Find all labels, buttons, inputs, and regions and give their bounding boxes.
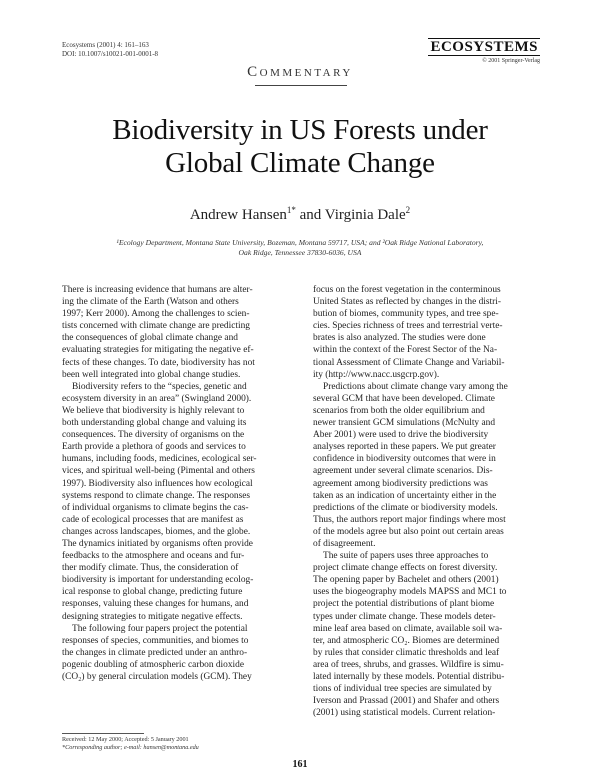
affiliation-line: Oak Ridge, Tennessee 37830-6036, USA [238,248,362,257]
body-text-line: analyses reported in these papers. We put greater [313,442,496,453]
body-text-line: (CO₂) by general circulation models (GCM). They [62,672,252,682]
body-text-line: types under climate change. These models deter- [313,611,496,622]
received-dates: Received: 12 May 2000; Accepted: 5 January 2001 [62,736,189,743]
body-text-line: ing the climate of the Earth (Watson and others [62,297,239,308]
author-list [0,205,600,224]
footnote-divider [62,733,144,734]
body-text-line: newer transient GCM simulations (McNulty and [313,418,496,429]
body-text-line: Earth provide a plethora of goods and services to [62,442,246,453]
body-text-line: (2001) using statistical models. Current relation- [313,708,496,719]
body-text-line: mine leaf area based on climate, available soil wa- [313,623,503,634]
body-text-line: biodiversity is important for understanding ecolog- [62,575,254,586]
body-text-line: We believe that biodiversity is highly relevant to [62,405,245,416]
body-text-line: fects of these changes. To date, biodiversity has not [62,357,255,368]
body-text-line: of disagreement. [313,538,376,549]
body-text-line: ical response to global change, predicting future [62,587,243,598]
body-text-line: predictions of the climate or biodiversity models. [313,502,498,513]
body-text-line: taken as an indication of uncertainty either in the [313,490,497,501]
body-text-line: 1997; Kerr 2000). Among the challenges to scien- [62,309,250,320]
body-text-line: vices, and spiritual well-being (Pimental and others [62,466,255,477]
body-text-line: There is increasing evidence that humans are alter- [62,285,253,295]
body-text-line: agreement under several climate scenarios. Dis- [313,466,493,477]
body-text-line: ity (http://www.nacc.usgcrp.gov). [313,369,440,380]
title-line: Biodiversity in US Forests under [112,114,488,146]
section-label: Commentary [247,64,353,80]
body-text-line: United States as reflected by changes in the distri- [313,297,501,308]
affiliation-line: ¹Ecology Department, Montana State University, Bozeman, Montana 59717, USA; and ²Oak Ridge National Laboratory, [116,238,484,247]
body-text-line: pogenic doubling of atmospheric carbon dioxide [62,659,244,670]
body-text-line: ther modify climate. Thus, the consideration of [62,563,239,574]
body-text-line: the changes in climate predicted under an anthro- [62,647,248,658]
corresponding-author: *Corresponding author; e-mail: hansen@montana.edu [62,744,199,751]
body-text-line: focus on the forest vegetation in the conterminous [313,285,501,295]
body-text-line: confidence in biodiversity outcomes that were in [313,454,496,465]
footnote [62,736,199,752]
body-text-line: Predictions about climate change vary among the [323,381,508,392]
body-text-line: area of trees, shrubs, and grasses. Wildfire is simu- [313,659,504,670]
body-text-line: Biodiversity refers to the “species, genetic and [72,381,247,392]
body-text-line: within the context of the Forest Sector of the Na- [313,345,498,356]
body-text-line: scenarios from both the older equilibrium and [313,405,485,416]
body-text-line: lated internally by these models. Potential distribu- [313,672,505,682]
body-text-line: responses of species, communities, and biomes to [62,635,249,646]
body-text-line: evaluating strategies for mitigating the negative ef- [62,345,254,356]
body-text-line: the consequences of global climate change and [62,333,238,344]
body-text-line: by rules that consider climatic thresholds and leaf [313,647,500,658]
body-text-line: tists concerned with climate change are predicting [62,321,250,332]
body-text-line: designing strategies to mitigate negative effects. [62,611,243,622]
body-text-line: both understanding global change and valuing its [62,418,247,429]
body-text-line: The suite of papers uses three approaches to [323,551,489,562]
body-text-line: consequences. The diversity of organisms on the [62,430,245,441]
body-text-line: responses, valuing these changes for humans, and [62,599,249,610]
section-divider [255,85,347,86]
body-text-line: The following four papers project the potential [72,623,248,634]
body-text-line: Thus, the authors report major findings where most [313,514,506,525]
body-text-line: ecosystem diversity in an area” (Swingland 2000). [62,393,252,404]
affiliations [60,238,540,258]
body-text-line: brates is also analyzed. The studies were done [313,333,486,344]
body-text-line: tional Assessment of Climate Change and Variabil- [313,357,505,368]
body-text-line: several GCM that have been developed. Climate [313,393,495,404]
journal-citation: Ecosystems (2001) 4: 161–163 [62,41,149,49]
body-text-line: The dynamics initiated by organisms often provide [62,538,253,549]
body-text-line: 1997). Biodiversity also influences how ecological [62,478,253,489]
title-line: Global Climate Change [165,147,435,179]
body-text-line: tions of individual tree species are simulated by [313,684,492,695]
author-name: Andrew Hansen [189,207,287,223]
page-number: 161 [292,759,308,770]
body-text-line: been well integrated into global change studies. [62,369,241,380]
article-title [0,114,600,180]
author-affiliation-mark: 1* [286,205,296,215]
body-text-line: cade of ecological processes that are manifest as [62,514,244,525]
body-column-right [313,284,539,719]
body-text-line: uses the biogeography models MAPSS and MC1 to [313,587,507,598]
body-text-line: Aber 2001) were used to drive the biodiversity [313,430,489,441]
body-text-line: systems respond to climate change. The responses [62,490,251,501]
doi: DOI: 10.1007/s10021-001-0001-8 [62,50,159,58]
body-text-line: humans, including foods, medicines, ecological ser- [62,454,257,465]
body-text-line: changes across landscapes, biomes, and the globe. [62,526,251,537]
author-affiliation-mark: 2 [405,205,411,215]
journal-logo: ECOSYSTEMS [430,39,538,55]
citation-block [62,41,158,59]
body-text-line: bution of biomes, community types, and tree spe- [313,309,499,320]
body-text-line: of the models agree but also point out certain areas [313,526,504,537]
body-column-left [62,284,298,683]
body-text-line: agreement among biodiversity predictions was [313,478,488,489]
body-text-line: The opening paper by Bachelet and others (2001) [313,575,499,586]
copyright-notice: © 2001 Springer-Verlag [482,58,540,64]
body-text-line: cies. Species richness of trees and terrestrial verte- [313,321,503,332]
body-text-line: project the potential distributions of plant biome [313,599,495,610]
body-text-line: of individual organisms to climate begins the cas- [62,502,249,513]
author-conjunction: and [299,207,322,223]
body-text-line: ter, and atmospheric CO₂. Biomes are determined [313,635,500,646]
body-text-line: project climate change effects on forest diversity. [313,563,498,574]
body-text-line: feedbacks to the atmosphere and oceans and fur- [62,551,245,562]
body-text-line: Iverson and Prassad (2001) and Shafer and others [313,696,500,707]
author-name: Virginia Dale [324,207,406,223]
